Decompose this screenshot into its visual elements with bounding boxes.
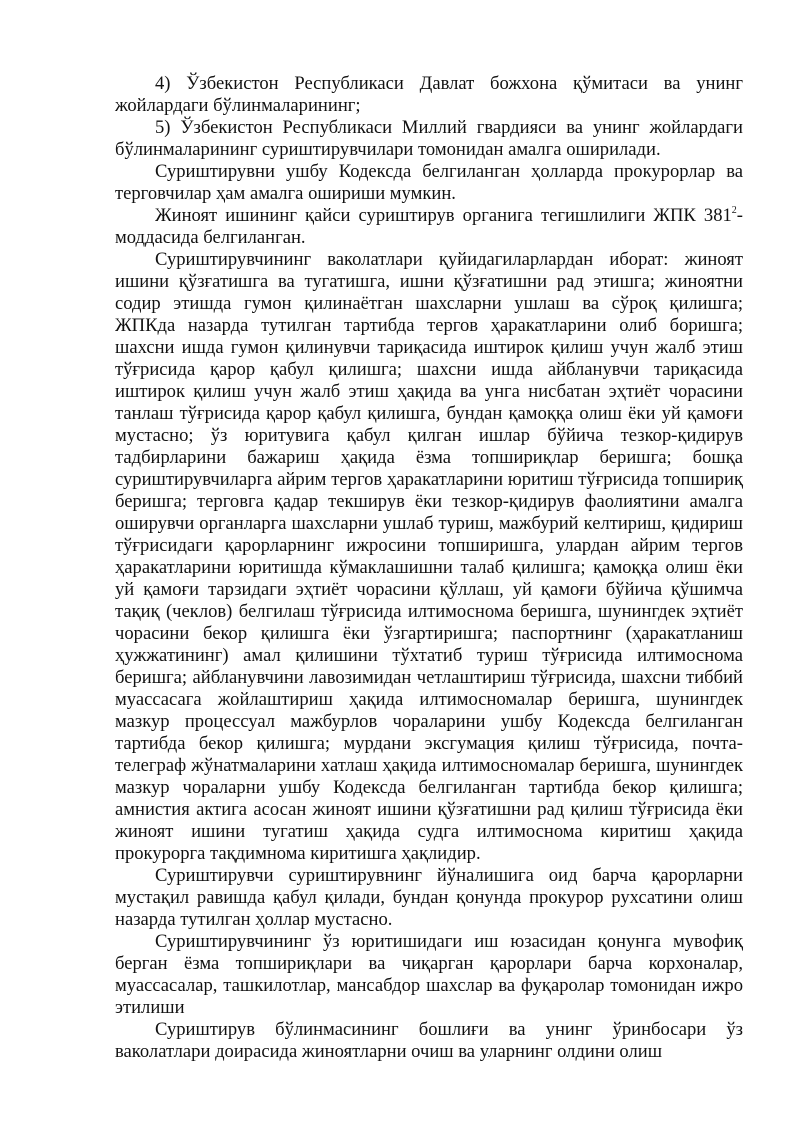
- paragraph-prosecutors-investigators: Суриштирувни ушбу Кодексда белгиланган ҳолларда прокурорлар ва терговчилар ҳам амалга ошириши мумкин.: [115, 161, 743, 204]
- article-reference-suffix: -моддасида белгиланган.: [115, 205, 743, 248]
- paragraph-article-reference: [115, 205, 743, 249]
- article-superscript: 2: [731, 204, 737, 216]
- paragraph-unit-head: Суриштирув бўлинмасининг бошлиғи ва унинг ўринбосари ўз ваколатлари доирасида жиноятларни очиш ва уларнинг олдини олиш: [115, 1019, 743, 1062]
- paragraph-customs-committee: 4) Ўзбекистон Республикаси Давлат божхона қўмитаси ва унинг жойлардаги бўлинмаларининг;: [115, 73, 743, 116]
- paragraph-binding-instructions: Суриштирувчининг ўз юритишидаги иш юзасидан қонунга мувофиқ берган ёзма топшириқлари ва чиқарган қарорлари барча корхоналар, муассасалар, ташкилотлар, мансабдор шахслар ва фуқаролар томонидан ижро этилиши: [115, 931, 743, 1018]
- article-reference-text: Жиноят ишининг қайси суриштирув органига тегишлилиги ЖПК 381: [155, 205, 732, 226]
- paragraph-national-guard: 5) Ўзбекистон Республикаси Миллий гвардияси ва унинг жойлардаги бўлинмаларининг суриштирувчилари томонидан амалга оширилади.: [115, 117, 743, 160]
- paragraph-inquirer-powers: Суриштирувчининг ваколатлари қуйидагиларлардан иборат: жиноят ишини қўзғатишга ва тугатишга, ишни қўзғатишни рад этишга; жиноятни содир этишда гумон қилинаётган шахсларни ушлаш ва сўроқ қилишга; ЖПКда назарда тутилган тартибда тергов ҳаракатларини олиб боришга; шахсни ишда гумон қилинувчи тариқасида иштирок қилиш учун жалб этиш тўғрисида қарор қабул қилишга; шахсни ишда айбланувчи тариқасида иштирок қилиш учун жалб этиш ҳақида ва унга нисбатан эҳтиёт чорасини танлаш тўғрисида қарор қабул қилишга, бундан қамоққа олиш ёки уй қамоғи мустасно; ўз юритувига қабул қилган ишлар бўйича тезкор-қидирув тадбирларини бажариш ҳақида ёзма топшириқлар беришга; бошқа суриштирувчиларга айрим тергов ҳаракатларини юритиш тўғрисида топшириқ беришга; терговга қадар текширув ёки тезкор-қидирув фаолиятини амалга оширувчи органларга шахсларни ушлаб туриш, мажбурий келтириш, қидириш тўғрисидаги қарорларнинг ижросини топширишга, улардан айрим тергов ҳаракатларини юритишда кўмаклашишни талаб қилишга; қамоққа олиш ёки уй қамоғи тарзидаги эҳтиёт чорасини қўллаш, уй қамоғи бўйича қўшимча тақиқ (чеклов) белгилаш тўғрисида илтимоснома беришга, шунингдек эҳтиёт чорасини бекор қилишга ёки ўзгартиришга; паспортнинг (ҳаракатланиш ҳужжатининг) амал қилишини тўхтатиб туриш тўғрисида илтимоснома беришга; айбланувчини лавозимидан четлаштириш тўғрисида, шахсни тиббий муассасага жойлаштириш ҳақида илтимосномалар беришга, шунингдек мазкур процессуал мажбурлов чораларини ушбу Кодексда белгиланган тартибда бекор қилишга; мурдани эксгумация қилиш тўғрисида, почта-телеграф жўнатмаларини хатлаш ҳақида илтимосномалар беришга, шунингдек мазкур чораларни ушбу Кодексда белгиланган тартибда бекор қилишга; амнистия актига асосан жиноят ишини қўзғатишни рад қилиш тўғрисида ёки жиноят ишини тугатиш ҳақида судга илтимоснома киритиш ҳақида прокурорга тақдимнома киритишга ҳақлидир.: [115, 249, 743, 864]
- paragraph-independent-decisions: Суриштирувчи суриштирувнинг йўналишига оид барча қарорларни мустақил равишда қабул қилади, бундан қонунда прокурор рухсатини олиш назарда тутилган ҳоллар мустасно.: [115, 865, 743, 930]
